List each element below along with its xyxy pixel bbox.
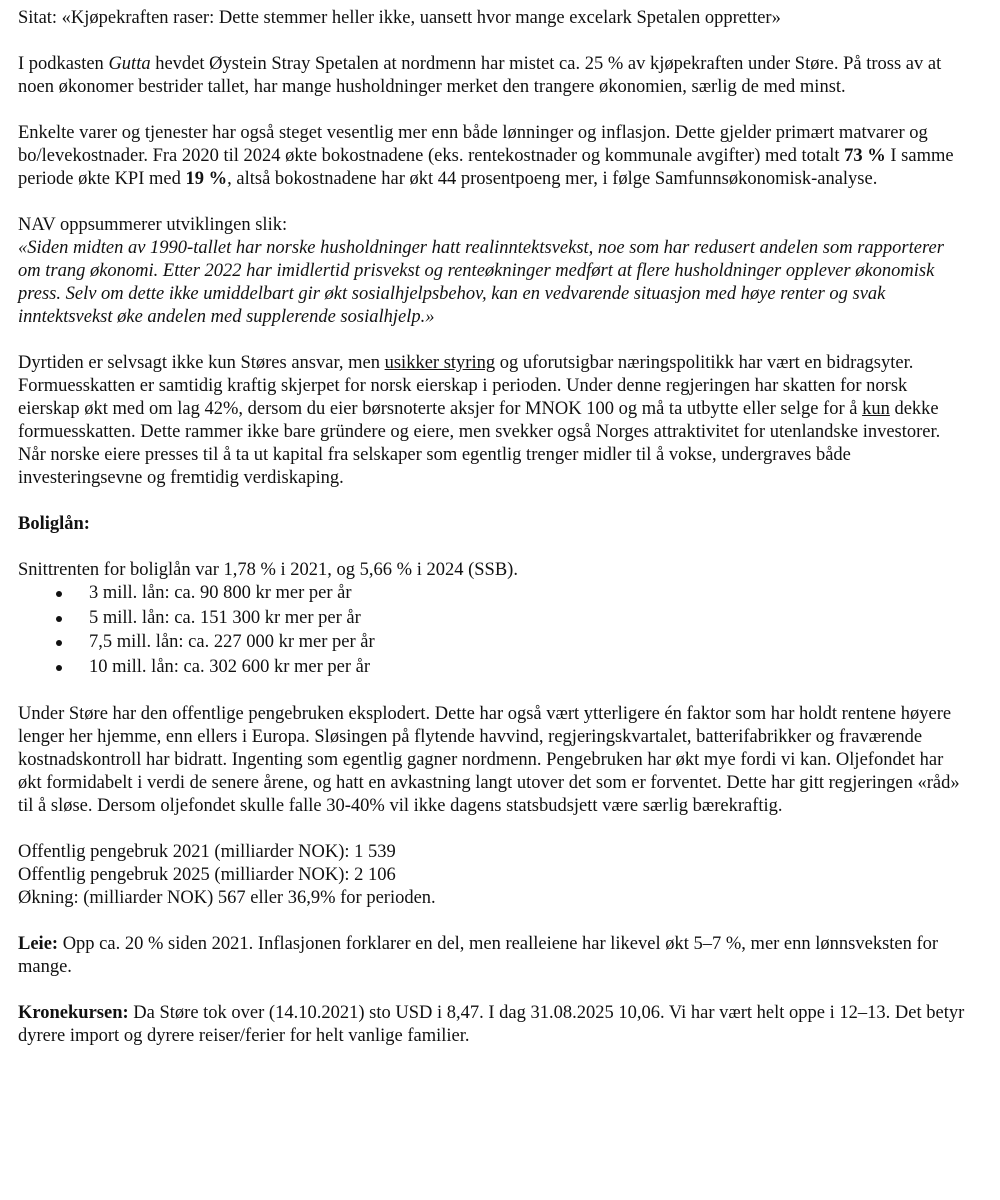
list-item: 10 mill. lån: ca. 302 600 kr mer per år (18, 656, 970, 681)
paragraph-housing-costs (18, 122, 970, 191)
text-segment: Dyrtiden er selvsagt ikke kun Støres ansvar, men (18, 353, 385, 373)
text-segment: I samme periode økte KPI med (18, 146, 954, 189)
nav-intro: NAV oppsummerer utviklingen slik: (18, 215, 288, 235)
paragraph-podcast (18, 53, 970, 99)
underlined-phrase: usikker styring (384, 353, 496, 373)
list-item: 3 mill. lån: ca. 90 800 kr mer per år (18, 582, 970, 607)
paragraph-exchange-rate (18, 1002, 970, 1048)
underlined-word: kun (862, 399, 890, 419)
quote-title: Sitat: «Kjøpekraften raser: Dette stemmer heller ikke, uansett hvor mange excelark Spetalen oppretter» (18, 8, 781, 28)
list-item: 5 mill. lån: ca. 151 300 kr mer per år (18, 607, 970, 632)
kpi-increase-value: 19 % (185, 169, 228, 189)
section-heading-boliglan: Boliglån: (18, 514, 90, 534)
spending-figures (18, 841, 970, 910)
paragraph-public-spending: Under Støre har den offentlige pengebruken eksplodert. Dette har også vært ytterligere én faktor som har holdt rentene høyere lenger her hjemme, enn ellers i Europa. Sløsingen på flytende havvind, regjeringskvartalet, batterifabrikker og fraværende kostnadskontroll har bidratt. Ingenting som egentlig gagner nordmenn. Pengebruken har økt mye fordi vi kan. Oljefondet har økt formidabelt i verdi de senere årene, og hatt en avkastning langt utover det som er forventet. Dette har gitt regjeringen «råd» til å sløse. Dersom oljefondet skulle falle 30-40% vil ikke dagens statsbudsjett være særlig bærekraftig. (18, 704, 960, 816)
paragraph-wealth-tax (18, 352, 970, 490)
list-item: 7,5 mill. lån: ca. 227 000 kr mer per år (18, 631, 970, 656)
text-segment: hevdet Øystein Stray Spetalen at nordmenn har mistet ca. 25 % av kjøpekraften under Støre. På tross av at noen økonomer bestrider tallet, har mange husholdninger merket den trangere økonomien, særlig de med minst. (18, 54, 942, 97)
nav-quote: «Siden midten av 1990-tallet har norske husholdninger hatt realinntektsvekst, noe som har redusert andelen som rapporterer om trang økonomi. Etter 2022 har imidlertid prisvekst og renteøkninger medført at flere husholdninger opplever økonomisk press. Selv om dette ikke umiddelbart gir økt sosialhjelpsbehov, kan en vedvarende situasjon med høye renter og svak inntektsvekst øke andelen med supplerende sosialhjelp.» (18, 238, 944, 327)
text-segment: og uforutsigbar næringspolitikk har vært en bidragsyter. Formuesskatten er samtidig kraftig skjerpet for norsk eierskap i perioden. Under denne regjeringen har skatten for norsk eierskap økt med om lag 42%, dersom du eier børsnoterte aksjer for MNOK 100 og må ta utbytte eller selge for å (18, 353, 914, 419)
spending-2021: Offentlig pengebruk 2021 (milliarder NOK): 1 539 (18, 842, 396, 862)
mortgage-cost-list (18, 582, 970, 680)
exchange-rate-label: Kronekursen: (18, 1003, 129, 1023)
podcast-name: Gutta (108, 54, 151, 74)
spending-increase: Økning: (milliarder NOK) 567 eller 36,9% for perioden. (18, 888, 436, 908)
text-segment: dekke formuesskatten. Dette rammer ikke bare gründere og eiere, men svekker også Norges attraktivitet for utenlandske investorer. Når norske eiere presses til å ta ut kapital fra selskaper som egentlig trenger midler til å vokse, undergraves både investeringsevne og fremtidig verdiskaping. (18, 399, 941, 488)
rent-label: Leie: (18, 934, 59, 954)
paragraph-rent (18, 933, 970, 979)
text-segment: Enkelte varer og tjenester har også steget vesentlig mer enn både lønninger og inflasjon. Dette gjelder primært matvarer og bo/levekostnader. Fra 2020 til 2024 økte bokostnadene (eks. rentekostnader og kommunale avgifter) med totalt (18, 123, 928, 166)
spending-2025: Offentlig pengebruk 2025 (milliarder NOK): 2 106 (18, 865, 396, 885)
text-segment: I podkasten (18, 54, 109, 74)
text-segment: Opp ca. 20 % siden 2021. Inflasjonen forklarer en del, men realleiene har likevel økt 5–7 %, mer enn lønnsveksten for mange. (18, 934, 939, 977)
text-segment: , altså bokostnadene har økt 44 prosentpoeng mer, i følge Samfunnsøkonomisk-analyse. (227, 169, 878, 189)
text-segment: Da Støre tok over (14.10.2021) sto USD i 8,47. I dag 31.08.2025 10,06. Vi har vært helt oppe i 12–13. Det betyr dyrere import og dyrere reiser/ferier for helt vanlige familier. (18, 1003, 965, 1046)
mortgage-rate-text: Snittrenten for boliglån var 1,78 % i 2021, og 5,66 % i 2024 (SSB). (18, 560, 518, 580)
housing-increase-value: 73 % (844, 146, 886, 166)
